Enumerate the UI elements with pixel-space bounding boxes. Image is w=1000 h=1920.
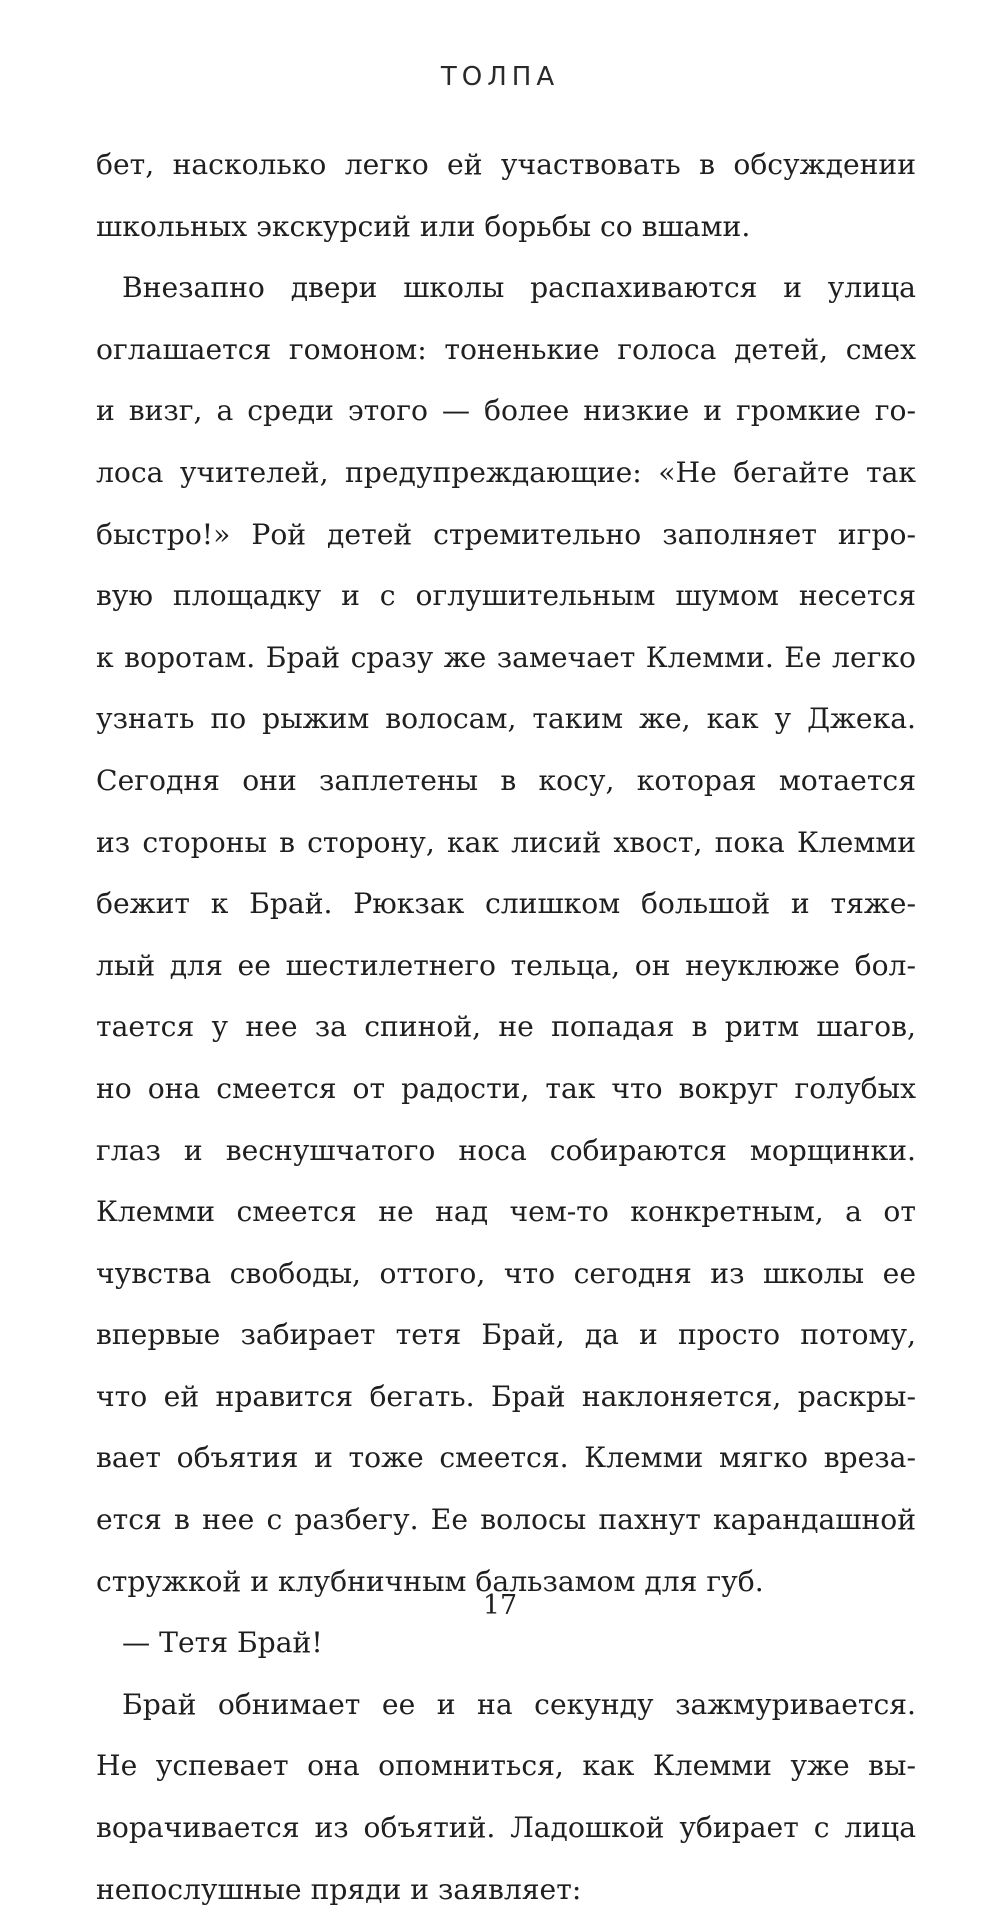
text-line: вую площадку и с оглушительным шумом несется (96, 579, 916, 613)
text-line: тается у нее за спиной, не попадая в ритм шагов, (96, 1010, 916, 1044)
text-line: впервые забирает тетя Брай, да и просто потому, (96, 1318, 916, 1352)
text-line: Внезапно двери школы распахиваются и улица (122, 271, 916, 305)
text-line: быстро!» Рой детей стремительно заполняет игро- (96, 517, 916, 551)
text-line: из стороны в сторону, как лисий хвост, пока Клемми (96, 825, 916, 859)
text-line: Клемми смеется не над чем-то конкретным, а от (96, 1195, 916, 1229)
text-line: но она смеется от радости, так что вокруг голубых (96, 1071, 916, 1105)
text-line: оглашается гомоном: тоненькие голоса детей, смех (96, 332, 916, 366)
text-line: лоса учителей, предупреждающие: «Не бегайте так (96, 455, 916, 489)
text-line: школьных экскурсий или борьбы со вшами. (96, 209, 751, 243)
running-head: ТОЛПА (440, 62, 560, 92)
text-line: бет, насколько легко ей участвовать в обсуждении (96, 148, 916, 181)
text-line: лый для ее шестилетнего тельца, он неуклюже бол- (96, 948, 916, 982)
text-line: глаз и веснушчатого носа собираются морщинки. (96, 1133, 916, 1167)
text-line: Не успевает она опомниться, как Клемми уже вы- (96, 1749, 916, 1783)
text-line: что ей нравится бегать. Брай наклоняется, раскры- (96, 1379, 916, 1413)
text-line: ется в нее с разбегу. Ее волосы пахнут карандашной (96, 1503, 916, 1537)
dialogue-line: — Тетя Брай! (122, 1626, 323, 1660)
text-line: чувства свободы, оттого, что сегодня из школы ее (96, 1256, 916, 1290)
text-line: к воротам. Брай сразу же замечает Клемми. Ее легко (96, 640, 916, 674)
text-line: стружкой и клубничным бальзамом для губ. (96, 1564, 764, 1598)
text-line: Сегодня они заплетены в косу, которая мотается (96, 763, 916, 797)
text-line: узнать по рыжим волосам, таким же, как у Джека. (96, 702, 916, 736)
text-line: ворачивается из объятий. Ладошкой убирает с лица (96, 1811, 916, 1845)
text-line: и визг, а среди этого — более низкие и громкие го- (96, 394, 916, 428)
text-line: Брай обнимает ее и на секунду зажмуривается. (122, 1687, 916, 1721)
text-line: бежит к Брай. Рюкзак слишком большой и тяже- (96, 887, 916, 921)
text-line: непослушные пряди и заявляет: (96, 1872, 582, 1906)
page-number: 17 (482, 1590, 518, 1621)
text-line: вает объятия и тоже смеется. Клемми мягко вреза- (96, 1441, 916, 1475)
body-text (96, 134, 916, 1920)
